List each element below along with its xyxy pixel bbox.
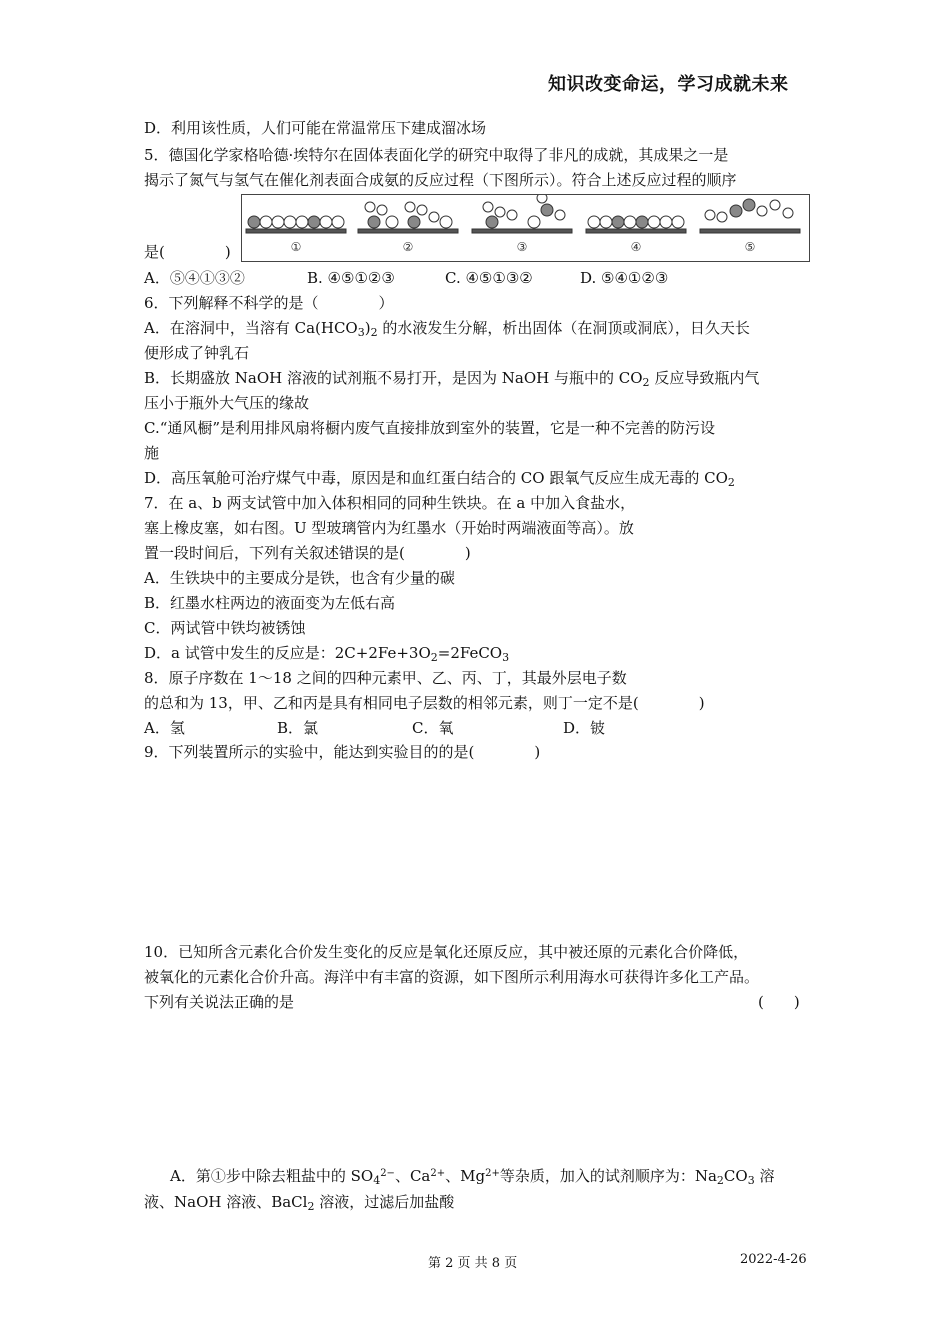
q6-option-b-line-2: 压小于瓶外大气压的缘故 [144, 394, 310, 412]
q7-line-1: 7．在 a、b 两支试管中加入体积相同的同种生铁块。在 a 中加入食盐水， [144, 494, 636, 512]
q10-line-2: 被氧化的元素化合价升高。海洋中有丰富的资源，如下图所示利用海水可获得许多化工产品。 [144, 968, 760, 986]
q5-line-1: 5．德国化学家格哈德·埃特尔在固体表面化学的研究中取得了非凡的成就，其成果之一是 [144, 146, 729, 164]
q6-option-d: D．高压氧舱可治疗煤气中毒，原因是和血红蛋白结合的 CO 跟氧气反应生成无毒的 $CO_2$ [144, 469, 735, 489]
page-number: 第 2 页 共 8 页 [428, 1256, 518, 1271]
q7-line-2: 塞上橡皮塞，如右图。U 型玻璃管内为红墨水（开始时两端液面等高）。放 [144, 519, 634, 537]
q7-option-b: B．红墨水柱两边的液面变为左低右高 [144, 594, 396, 612]
q10-line-1: 10．已知所含元素化合价发生变化的反应是氧化还原反应，其中被还原的元素化合价降低， [144, 943, 749, 961]
q5-option-d: D. ⑤④①②③ [580, 269, 669, 287]
q4-option-d: D．利用该性质，人们可能在常温常压下建成溜冰场 [144, 119, 487, 137]
q6-option-a-line-2: 便形成了钟乳石 [144, 344, 250, 362]
figure-label-1: ① [290, 240, 302, 254]
q8-option-a: A．氢 [144, 719, 185, 737]
q7-option-c: C．两试管中铁均被锈蚀 [144, 619, 306, 637]
figure-label-3: ③ [516, 240, 528, 254]
reaction-process-diagram [242, 195, 809, 261]
q8-line-2: 的总和为 13，甲、乙和丙是具有相同电子层数的相邻元素，则丁一定不是( ) [144, 694, 705, 712]
q5-option-a: A．⑤④①③② [144, 269, 245, 287]
figure-label-5: ⑤ [744, 240, 756, 254]
figure-label-4: ④ [630, 240, 642, 254]
q8-option-b: B．氯 [277, 719, 319, 737]
q6-option-a-line-1: A．在溶洞中，当溶有 $Ca(HCO_3)_2$ 的水液发生分解，析出固体（在洞顶或洞底），日久天长 [144, 319, 750, 339]
q8-line-1: 8．原子序数在 1～18 之间的四种元素甲、乙、丙、丁，其最外层电子数 [144, 669, 627, 687]
q6-option-b-line-1: B．长期盛放 NaOH 溶液的试剂瓶不易打开，是因为 NaOH 与瓶中的 $CO_2$ 反应导致瓶内气 [144, 369, 760, 389]
q5-option-b: B. ④⑤①②③ [307, 269, 395, 287]
figure-label-2: ② [402, 240, 414, 254]
q10-line-3: 下列有关说法正确的是 [144, 993, 295, 1011]
q7-line-3: 置一段时间后，下列有关叙述错误的是( ) [144, 544, 471, 562]
q8-option-d: D．铍 [563, 719, 606, 737]
q5-line-3: 是( ) [144, 243, 231, 261]
q9-stem: 9．下列装置所示的实验中，能达到实验目的的是( ) [144, 743, 541, 761]
q6-stem: 6．下列解释不科学的是（ ） [144, 294, 394, 312]
reaction-process-figure [241, 194, 810, 262]
q10-answer-bracket: ( ) [758, 993, 800, 1011]
q7-option-d: D．a 试管中发生的反应是：$2C+2Fe+3O_2=2FeCO_3$ [144, 644, 510, 664]
q5-line-2: 揭示了氮气与氢气在催化剂表面合成氨的反应过程（下图所示）。符合上述反应过程的顺序 [144, 171, 737, 189]
q10-option-a-line-1: A．第①步中除去粗盐中的 $SO_4^{2-}$、$Ca^{2+}$、$Mg^{2+}$等杂质，加入的试剂顺序为：$Na_2CO_3$ 溶 [170, 1167, 775, 1187]
q10-option-a-line-2: 液、NaOH 溶液、BaCl$_2$ 溶液，过滤后加盐酸 [144, 1193, 455, 1213]
q5-option-c: C. ④⑤①③② [445, 269, 533, 287]
q6-option-c-line-2: 施 [144, 444, 160, 462]
q6-option-c-line-1: C.“通风橱”是利用排风扇将橱内废气直接排放到室外的装置，它是一种不完善的防污设 [144, 419, 716, 437]
q7-option-a: A．生铁块中的主要成分是铁，也含有少量的碳 [144, 569, 455, 587]
header-motto: 知识改变命运，学习成就未来 [548, 74, 789, 95]
footer-date: 2022-4-26 [740, 1252, 807, 1267]
q8-option-c: C．氧 [412, 719, 454, 737]
